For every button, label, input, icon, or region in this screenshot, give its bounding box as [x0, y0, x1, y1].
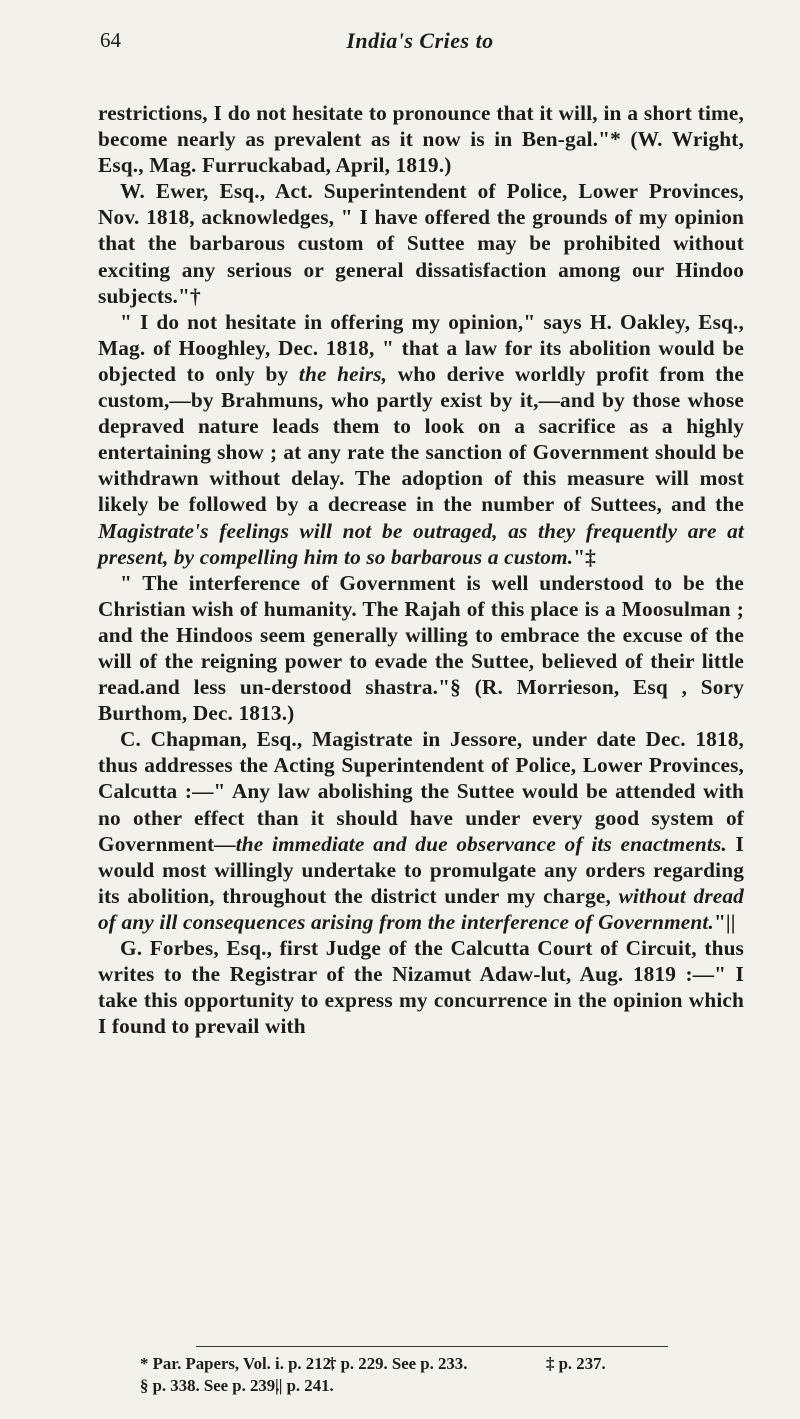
footnote: || p. 241. — [275, 1376, 334, 1395]
paragraph — [98, 570, 744, 727]
italic-text: Magistrate's feelings will not be outraged, as they frequently are at present, by compelling him to so barbarous a custom. — [98, 518, 744, 569]
italic-text: the heirs, — [298, 361, 388, 386]
text-run: " The interference of Government is well understood to be the Christian wish of humanity. The Rajah of this place is a Moosulman ; and the Hindoos seem generally willing to embrace the excuse of the will of the reigning power to evade the Suttee, believed of their little read.and less un-derstood shastra."§ (R. Morrieson, Esq , Sory Burthom, Dec. 1813.) — [98, 570, 744, 726]
text-run: I would most willingly undertake to promulgate any orders regarding its abolition, throughout the district under my charge, — [98, 831, 744, 908]
text-run: C. Chapman, Esq., Magistrate in Jessore, under date Dec. 1818, thus addresses the Acting Superintendent of Police, Lower Provinces, Calcutta :—" Any law abolishing the Suttee would be attended with no other effect than it should have under every good system of Government— — [98, 727, 744, 856]
italic-text: without dread of any ill consequences arising from the interference of Government. — [98, 883, 744, 934]
footnote-row — [140, 1375, 740, 1397]
footnote: * Par. Papers, Vol. i. p. 212. — [140, 1354, 336, 1373]
paragraph — [98, 309, 744, 570]
text-run: G. Forbes, Esq., first Judge of the Calcutta Court of Circuit, thus writes to the Registrar of the Nizamut Adaw-lut, Aug. 1819 :—" I take this opportunity to express my concurrence in the opinion which I found to prevail with — [98, 936, 744, 1039]
paragraph — [98, 935, 744, 1039]
running-title: India's Cries to — [346, 28, 494, 53]
page-number: 64 — [100, 28, 121, 52]
paragraph — [98, 726, 744, 935]
footnotes — [140, 1353, 740, 1397]
footnote-rule — [196, 1346, 668, 1347]
paragraph — [98, 178, 744, 308]
text-run: "|| — [713, 909, 736, 934]
footnote-row — [140, 1353, 740, 1375]
text-run: " I do not hesitate in offering my opinion," says H. Oakley, Esq., Mag. of Hooghley, Dec. 1818, " that a law for its abolition would be objected to only by — [98, 309, 744, 386]
paragraph — [98, 100, 744, 178]
text-run: restrictions, I do not hesitate to pronounce that it will, in a short time, become nearly as prevalent as it now is in Ben-gal."* (W. Wright, Esq., Mag. Furruckabad, April, 1819.) — [98, 101, 744, 178]
italic-text: the immediate and due observance of its enactments. — [235, 831, 727, 856]
footnote: § p. 338. See p. 239. — [140, 1376, 280, 1395]
page-header — [100, 28, 740, 58]
text-run: W. Ewer, Esq., Act. Superintendent of Police, Lower Provinces, Nov. 1818, acknowledges, " I have offered the grounds of my opinion that the barbarous custom of Suttee may be prohibited without exciting any serious or general dissatisfaction among our Hindoo subjects."† — [98, 179, 744, 308]
text-run: who derive worldly profit from the custom,—by Brahmuns, who partly exist by it,—and by those whose depraved nature leads them to look on a sacrifice as a highly entertaining show ; at any rate the sanction of Government should be withdrawn without delay. The adoption of this measure will most likely be followed by a decrease in the number of Suttees, and the — [98, 361, 745, 517]
text-run: "‡ — [573, 544, 596, 569]
footnote: ‡ p. 237. — [546, 1354, 606, 1373]
footnote: † p. 229. See p. 233. — [328, 1354, 468, 1373]
body-text — [98, 100, 744, 1039]
